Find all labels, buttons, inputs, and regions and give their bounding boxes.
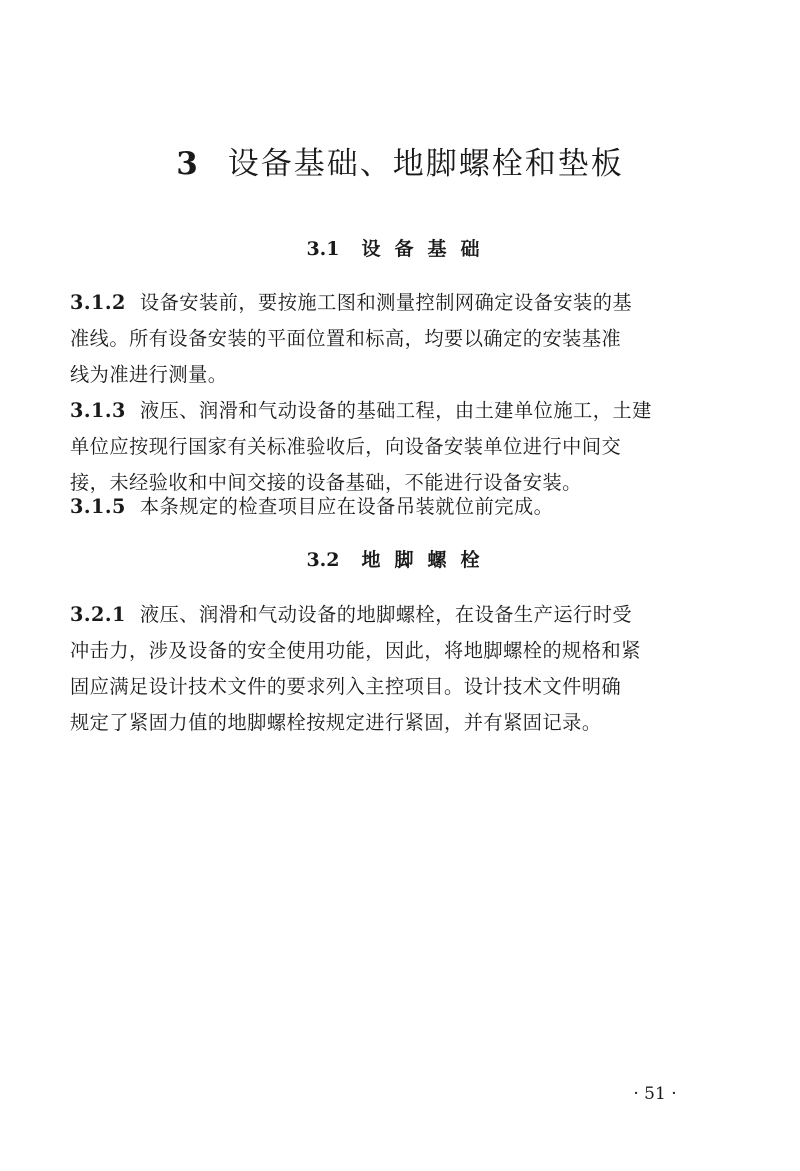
section-title: 地脚螺栓: [361, 549, 494, 571]
page-number: · 51 ·: [633, 1084, 677, 1104]
chapter-title-text: 设备基础、地脚螺栓和垫板: [227, 146, 624, 182]
clause-line: [70, 285, 730, 321]
clause-number: 3.1.5: [70, 495, 126, 518]
clause-3-2-1: [70, 597, 730, 741]
clause-line: 接，未经验收和中间交接的设备基础，不能进行设备安装。: [70, 471, 582, 494]
chapter-title: [0, 140, 800, 188]
clause-text: 本条规定的检查项目应在设备吊装就位前完成。: [139, 495, 554, 518]
clause-line: 冲击力，涉及设备的安全使用功能，因此，将地脚螺栓的规格和紧: [70, 639, 641, 662]
clause-line: 线为准进行测量。: [70, 363, 228, 386]
clause-line: 规定了紧固力值的地脚螺栓按规定进行紧固，并有紧固记录。: [70, 711, 602, 734]
clause-line: 单位应按现行国家有关标准验收后，向设备安装单位进行中间交: [70, 435, 622, 458]
clause-3-1-2: [70, 285, 730, 393]
section-heading-3-2: [0, 545, 800, 575]
clause-line: [70, 489, 730, 525]
clause-number: 3.2.1: [70, 603, 126, 626]
section-heading-3-1: [0, 234, 800, 264]
clause-text: 液压、润滑和气动设备的地脚螺栓，在设备生产运行时受: [139, 603, 633, 626]
clause-text: 液压、润滑和气动设备的基础工程，由土建单位施工，土建: [139, 399, 652, 422]
chapter-number: 3: [176, 146, 200, 182]
clause-number: 3.1.2: [70, 291, 126, 314]
section-number: 3.2: [306, 549, 340, 571]
clause-line: [70, 393, 730, 429]
clause-line: [70, 597, 730, 633]
clause-3-1-5: [70, 489, 730, 525]
section-number: 3.1: [306, 238, 340, 260]
clause-line: 准线。所有设备安装的平面位置和标高，均要以确定的安装基准: [70, 327, 622, 350]
section-title: 设备基础: [361, 238, 494, 260]
clause-text: 设备安装前，要按施工图和测量控制网确定设备安装的基: [139, 291, 633, 314]
clause-line: 固应满足设计技术文件的要求列入主控项目。设计技术文件明确: [70, 675, 622, 698]
clause-number: 3.1.3: [70, 399, 126, 422]
clause-3-1-3: [70, 393, 730, 501]
